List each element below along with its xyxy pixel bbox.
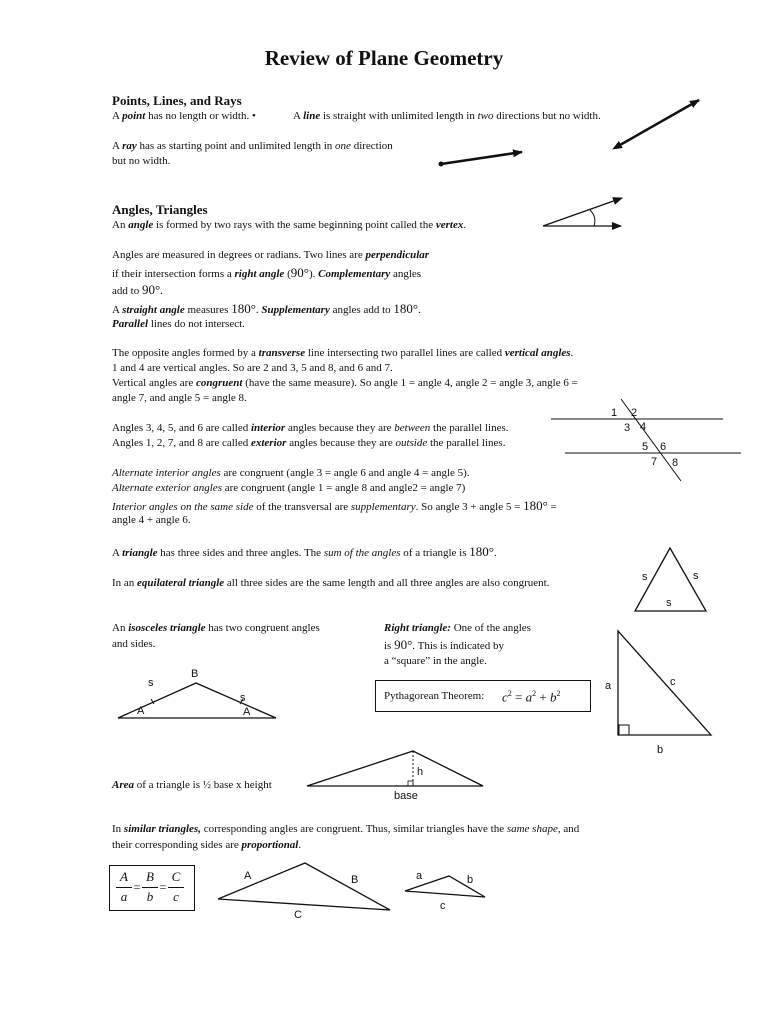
- ratio-den-c: c: [173, 889, 179, 904]
- vertical-line-4: angle 7, and angle 5 = angle 8.: [112, 392, 247, 404]
- angle-figure: [543, 198, 622, 226]
- section-heading-points: Points, Lines, and Rays: [112, 93, 242, 108]
- vertical-line-2: 1 and 4 are vertical angles. So are 2 and 3, 5 and 8, and 6 and 7.: [112, 362, 393, 374]
- equals-sign: =: [159, 880, 167, 894]
- height-label: h: [417, 766, 424, 778]
- equilateral-side-label: s: [693, 570, 699, 582]
- area-definition: Area of a triangle is ½ base x height: [112, 779, 272, 791]
- line-definition: A line is straight with unlimited length in two directions but no width.: [293, 110, 601, 122]
- isosceles-vertex-B: B: [191, 668, 199, 680]
- angle-number-7: 7: [651, 456, 658, 468]
- ratio-num-A: A: [120, 869, 128, 884]
- similar-large-side-B: B: [351, 874, 359, 886]
- vertical-line-3: Vertical angles are congruent (have the same measure). So angle 1 = angle 4, angle 2 = angle 3, angle 6 =: [112, 377, 578, 389]
- isosceles-definition: An isosceles triangle has two congruent angles: [112, 622, 320, 634]
- angle-definition: An angle is formed by two rays with the same beginning point called the vertex.: [112, 219, 467, 231]
- parallel-lines-figure: [551, 399, 741, 481]
- right-triangle: [618, 631, 711, 735]
- right-triangle-line-2: is 90°. This is indicated by: [384, 637, 505, 652]
- right-triangle-line-1: Right triangle: One of the angles: [384, 622, 531, 634]
- right-angle-square: [408, 781, 413, 786]
- ratio-num-B: B: [146, 869, 154, 884]
- measure-line-2: if their intersection forms a right angle (90°). Complementary angles: [112, 265, 422, 280]
- right-triangle-side-a: a: [605, 680, 612, 692]
- vertical-line-1: The opposite angles formed by a transverse line intersecting two parallel lines are called vertical angles.: [112, 347, 574, 359]
- pythagorean-formula: $c^2 = a^2 + b^2$: [502, 689, 561, 705]
- ratio-den-a: a: [120, 889, 128, 904]
- isosceles-vertex-A: A: [137, 705, 145, 717]
- same-side-line: Interior angles on the same side of the transversal are supplementary. So angle 3 + angle 5 = 180° =: [112, 498, 557, 513]
- measure-line-1: Angles are measured in degrees or radians. Two lines are perpendicular: [112, 249, 430, 261]
- angle-number-5: 5: [642, 441, 649, 453]
- triangle-definition: A triangle has three sides and three angles. The sum of the angles of a triangle is 180°.: [112, 544, 497, 559]
- similar-line-1: In similar triangles, corresponding angles are congruent. Thus, similar triangles have the same shape, and: [112, 823, 580, 835]
- isosceles-side-label: s: [240, 692, 246, 704]
- isosceles-vertex-A: A: [243, 706, 251, 718]
- angle-number-6: 6: [660, 441, 667, 453]
- similar-line-2: their corresponding sides are proportional.: [112, 839, 302, 851]
- exterior-line: Angles 1, 2, 7, and 8 are called exterior angles because they are outside the parallel lines.: [112, 437, 506, 449]
- alt-exterior-line: Alternate exterior angles are congruent (angle 1 = angle 8 and angle2 = angle 7): [112, 482, 466, 494]
- line-figure: [620, 100, 699, 145]
- same-side-line-cont: angle 4 + angle 6.: [112, 514, 191, 526]
- equals-sign: =: [133, 880, 141, 894]
- angle-number-2: 2: [631, 407, 638, 419]
- angle-number-3: 3: [624, 422, 631, 434]
- point-definition: A point has no length or width. •: [112, 110, 256, 122]
- interior-line: Angles 3, 4, 5, and 6 are called interior angles because they are between the parallel lines.: [112, 422, 509, 434]
- ray-definition-cont: but no width.: [112, 155, 171, 167]
- right-angle-square: [619, 725, 629, 735]
- similar-large-side-C: C: [294, 909, 302, 921]
- ray-figure: [441, 152, 522, 164]
- measure-line-4: A straight angle measures 180°. Supplementary angles add to 180°.: [112, 301, 421, 316]
- right-triangle-side-c: c: [670, 676, 676, 688]
- area-triangle: [307, 751, 483, 786]
- pythagorean-label: Pythagorean Theorem:: [384, 690, 485, 702]
- similar-small-side-b: b: [467, 874, 474, 886]
- angle-number-8: 8: [672, 457, 679, 469]
- equilateral-side-label: s: [666, 597, 672, 609]
- isosceles-definition-cont: and sides.: [112, 638, 156, 650]
- page-title: Review of Plane Geometry: [264, 46, 504, 70]
- isosceles-side-label: s: [148, 677, 154, 689]
- measure-line-3: add to 90°.: [112, 282, 163, 297]
- base-label: base: [394, 790, 418, 802]
- measure-line-5: Parallel lines do not intersect.: [112, 318, 245, 330]
- right-triangle-side-b: b: [657, 744, 664, 756]
- angle-number-1: 1: [611, 407, 618, 419]
- ratio-num-C: C: [171, 869, 181, 884]
- similar-large-side-A: A: [244, 870, 252, 882]
- ray-definition: A ray has as starting point and unlimited length in one direction: [112, 140, 393, 152]
- equilateral-side-label: s: [642, 571, 648, 583]
- alt-interior-line: Alternate interior angles are congruent (angle 3 = angle 6 and angle 4 = angle 5).: [112, 467, 470, 479]
- equilateral-definition: In an equilateral triangle all three sides are the same length and all three angles are also congruent.: [112, 577, 550, 589]
- similar-small-side-a: a: [416, 870, 423, 882]
- right-triangle-line-3: a “square” in the angle.: [384, 655, 487, 667]
- angle-number-4: 4: [640, 421, 647, 433]
- ratio-den-b: b: [146, 889, 154, 904]
- section-heading-angles: Angles, Triangles: [112, 202, 208, 217]
- similar-small-side-c: c: [440, 900, 446, 912]
